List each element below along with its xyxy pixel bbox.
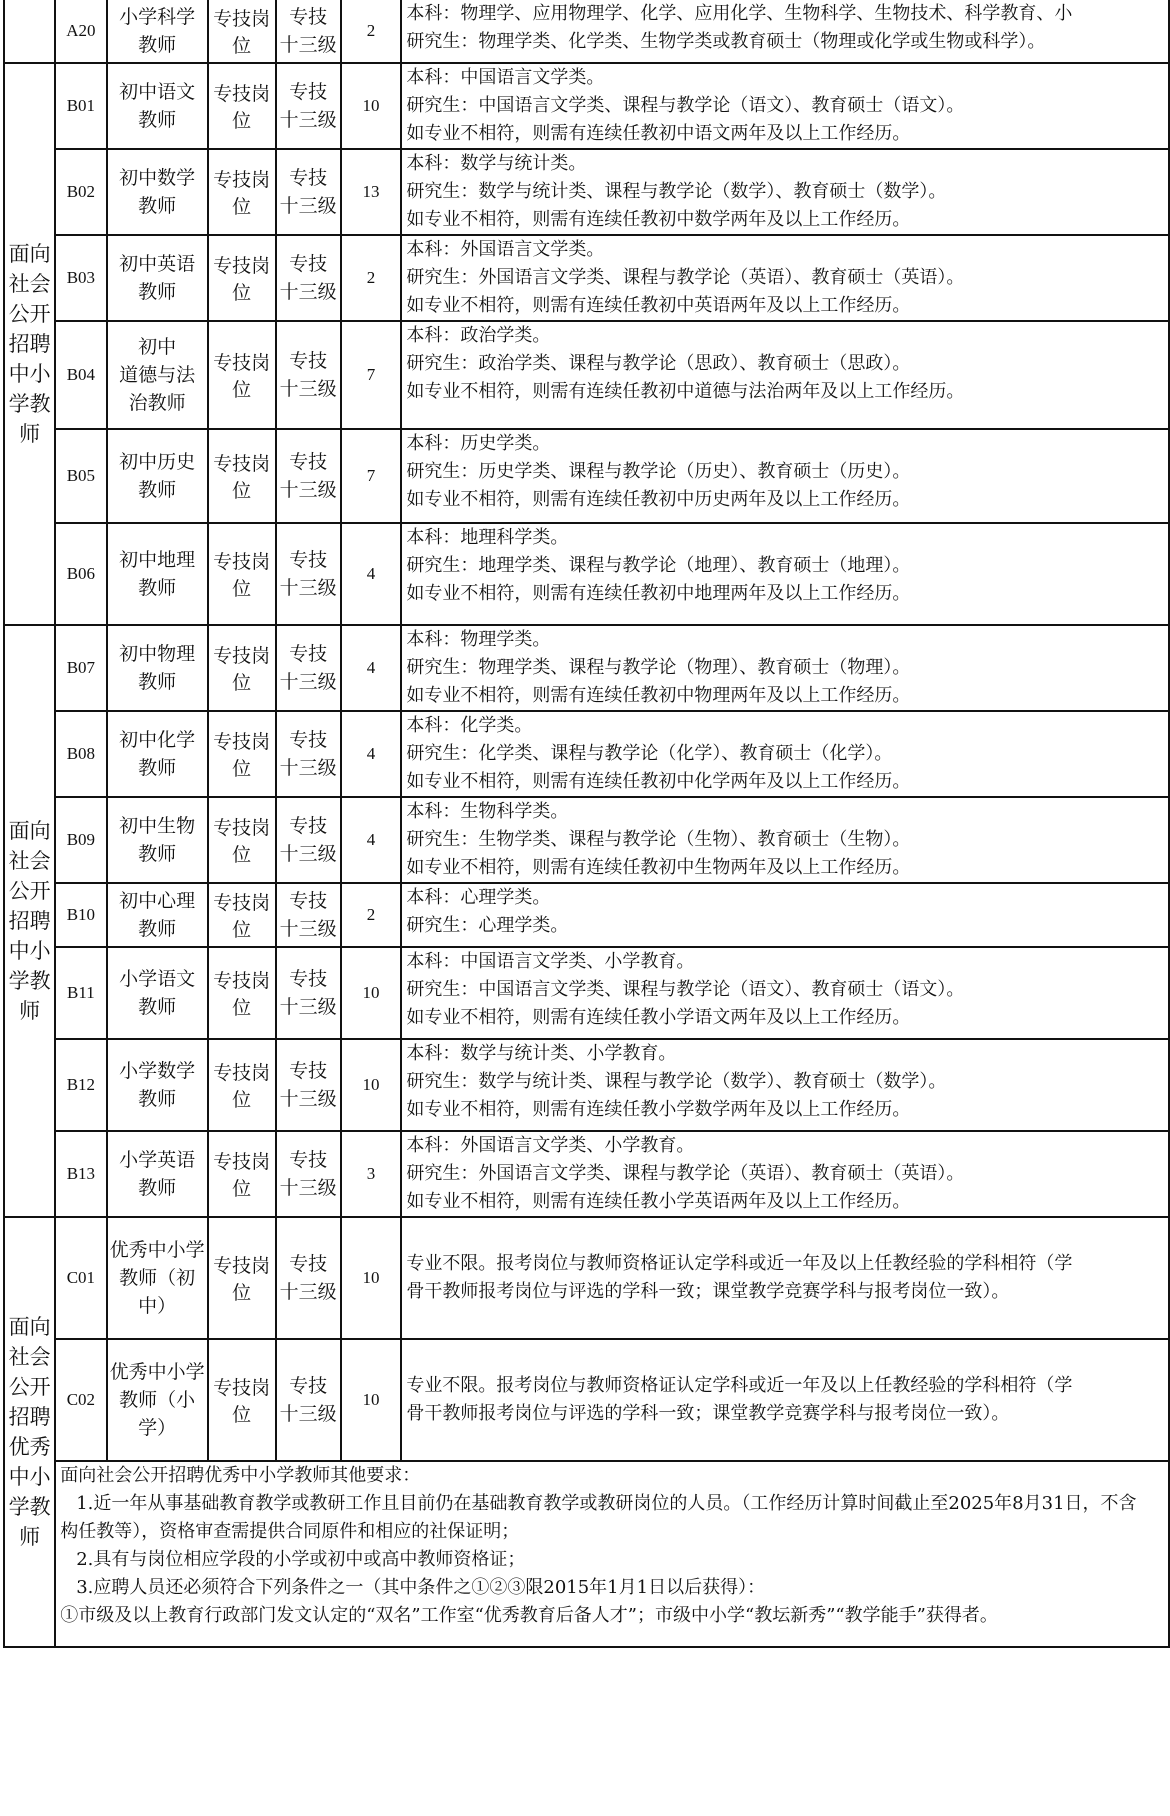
text-line: 初中物理 [119,643,196,665]
position-type: 专技岗位 [208,321,276,429]
text-line: 如专业不相符，则需有连续任教小学语文两年及以上工作经历。 [406,1007,911,1028]
table-row [4,711,1169,797]
position-level [276,1131,341,1217]
text-line: 研究生：数学与统计类、课程与教学论（数学）、教育硕士（数学）。 [406,181,947,202]
text-line: 研究生：中国语言文学类、课程与教学论（语文）、教育硕士（语文）。 [406,979,965,1000]
position-type: 专技岗位 [208,711,276,797]
text-line: 本科：政治学类。 [406,325,551,346]
requirements [401,625,1169,711]
text-line: 如专业不相符，则需有连续任教初中生物两年及以上工作经历。 [406,857,911,878]
position-name [107,1039,208,1131]
text-line: 研究生：化学类、课程与教学论（化学）、教育硕士（化学）。 [406,743,893,764]
text-line: 小学英语 [119,1149,196,1171]
group-cell [4,625,55,1217]
text-line: 中小 [8,1465,51,1489]
hiring-count: 4 [341,797,402,883]
text-line: 教师 [138,996,177,1018]
text-line: 初中生物 [119,815,196,837]
text-line: 本科：外国语言文学类。 [406,239,605,260]
position-name [107,235,208,321]
hiring-count: 7 [341,321,402,429]
hiring-count: 4 [341,625,402,711]
position-level [276,523,341,625]
text-line: 十三级 [279,996,337,1018]
text-line: 专技 [289,451,328,473]
text-line: 优秀中小学 [109,1239,205,1261]
text-line: 师 [19,1525,41,1549]
text-line: 教师 [138,479,177,501]
position-type: 专技岗位 [208,797,276,883]
position-type: 专技岗位 [208,1217,276,1339]
text-line: 十三级 [279,195,337,217]
text-line: 本科：地理科学类。 [406,527,569,548]
hiring-count: 10 [341,1039,402,1131]
text-line: 如专业不相符，则需有连续任教初中物理两年及以上工作经历。 [406,685,911,706]
text-line: 专技 [289,643,328,665]
hiring-count: 4 [341,523,402,625]
group-cell [4,63,55,625]
requirements [401,1339,1169,1461]
text-line: 教师 [138,195,177,217]
text-line: 专技 [289,81,328,103]
text-line: 本科：数学与统计类。 [406,153,587,174]
position-name [107,711,208,797]
text-line: 如专业不相符，则需有连续任教小学英语两年及以上工作经历。 [406,1191,911,1212]
group-cell [4,1217,55,1647]
position-name [107,429,208,523]
position-code: B08 [55,711,106,797]
text-line: 本科：生物科学类。 [406,801,569,822]
text-line: 中小 [8,362,51,386]
hiring-count: 4 [341,711,402,797]
table-row [4,625,1169,711]
text-line: 专技 [289,729,328,751]
notes-line: ①市级及以上教育行政部门发文认定的“双名”工作室“优秀教育后备人才”；市级中小学“教坛新秀”“教学能手”获得者。 [60,1605,998,1626]
position-code: B07 [55,625,106,711]
text-line: 初中化学 [119,729,196,751]
text-line: 面向 [8,242,51,266]
position-name [107,1217,208,1339]
position-code: B02 [55,149,106,235]
hiring-count: 2 [341,235,402,321]
text-line: 研究生：数学与统计类、课程与教学论（数学）、教育硕士（数学）。 [406,1071,947,1092]
text-line: 初中数学 [119,167,196,189]
text-line: 如专业不相符，则需有连续任教初中数学两年及以上工作经历。 [406,209,911,230]
position-name [107,1131,208,1217]
text-line: 初中 [138,336,177,358]
text-line: 专技 [289,167,328,189]
text-line: 十三级 [279,918,337,940]
text-line: 如专业不相符，则需有连续任教初中历史两年及以上工作经历。 [406,489,911,510]
text-line: 研究生：生物学类、课程与教学论（生物）、教育硕士（生物）。 [406,829,911,850]
text-line: 研究生：外国语言文学类、课程与教学论（英语）、教育硕士（英语）。 [406,1163,965,1184]
text-line: 小学数学 [119,1060,196,1082]
text-line: 专技 [289,253,328,275]
position-name [107,0,208,63]
text-line: 学教 [8,392,51,416]
position-type: 专技岗位 [208,235,276,321]
position-name [107,1339,208,1461]
text-line: 初中心理 [119,890,196,912]
position-type: 专技岗位 [208,1339,276,1461]
hiring-count: 3 [341,1131,402,1217]
text-line: 社会 [8,849,51,873]
position-code: B10 [55,883,106,947]
requirements [401,429,1169,523]
text-line: 教师 [138,843,177,865]
text-line: 招聘 [8,909,51,933]
text-line: 十三级 [279,479,337,501]
text-line: 公开 [8,879,51,903]
text-line: 面向 [8,1315,51,1339]
text-line: 十三级 [279,1403,337,1425]
text-line: 如专业不相符，则需有连续任教初中化学两年及以上工作经历。 [406,771,911,792]
position-type: 专技岗位 [208,947,276,1039]
text-line: 如专业不相符，则需有连续任教初中英语两年及以上工作经历。 [406,295,911,316]
text-line: 中） [138,1295,177,1317]
text-line: 本科：化学类。 [406,715,533,736]
position-type: 专技岗位 [208,1039,276,1131]
text-line: 本科：物理学、应用物理学、化学、应用化学、生物科学、生物技术、科学教育、小 [406,3,1073,24]
text-line: 十三级 [279,1088,337,1110]
requirements [401,711,1169,797]
position-name [107,947,208,1039]
text-line: 十三级 [279,281,337,303]
text-line: 骨干教师报考岗位与评选的学科一致；课堂教学竞赛学科与报考岗位一致）。 [406,1281,1010,1302]
position-code: B04 [55,321,106,429]
text-line: 道德与法 [119,364,196,386]
position-level [276,797,341,883]
position-level [276,711,341,797]
text-line: 专技 [289,890,328,912]
text-line: 专技 [289,1149,328,1171]
position-type: 专技岗位 [208,625,276,711]
position-level [276,429,341,523]
text-line: 十三级 [279,843,337,865]
position-code: C02 [55,1339,106,1461]
text-line: 专技 [289,968,328,990]
position-code: B11 [55,947,106,1039]
hiring-count: 13 [341,149,402,235]
text-line: 十三级 [279,671,337,693]
notes-line: 2.具有与岗位相应学段的小学或初中或高中教师资格证； [76,1549,526,1570]
text-line: 招聘 [8,332,51,356]
table-row [4,1217,1169,1339]
position-code: B05 [55,429,106,523]
position-type: 专技岗位 [208,1131,276,1217]
text-line: 小学科学 [119,6,196,28]
other-requirements [55,1461,1169,1647]
requirements [401,1039,1169,1131]
position-code: B09 [55,797,106,883]
text-line: 本科：中国语言文学类、小学教育。 [406,951,695,972]
table-row [4,1131,1169,1217]
text-line: 教师 [138,34,177,56]
text-line: 学教 [8,969,51,993]
text-line: 教师 [138,281,177,303]
recruitment-table [3,0,1170,1648]
requirements [401,797,1169,883]
text-line: 学教 [8,1495,51,1519]
position-level [276,0,341,63]
notes-line: 1.近一年从事基础教育教学或教研工作且目前仍在基础教育教学或教研岗位的人员。（工作经历计算时间截止至2025年8月31日，不含 [76,1493,1137,1514]
position-code: B06 [55,523,106,625]
text-line: 本科：中国语言文学类。 [406,67,605,88]
text-line: 公开 [8,302,51,326]
text-line: 社会 [8,1345,51,1369]
text-line: 招聘 [8,1405,51,1429]
text-line: 十三级 [279,577,337,599]
table-row [4,797,1169,883]
text-line: 教师（小 [119,1389,196,1411]
text-line: 专业不限。报考岗位与教师资格证认定学科或近一年及以上任教经验的学科相符（学 [406,1253,1073,1274]
text-line: 教师 [138,109,177,131]
text-line: 如专业不相符，则需有连续任教初中地理两年及以上工作经历。 [406,583,911,604]
text-line: 本科：心理学类。 [406,887,551,908]
text-line: 专技 [289,1375,328,1397]
text-line: 教师 [138,1088,177,1110]
text-line: 教师 [138,918,177,940]
text-line: 十三级 [279,1177,337,1199]
position-level [276,321,341,429]
text-line: 专技 [289,815,328,837]
text-line: 本科：外国语言文学类、小学教育。 [406,1135,695,1156]
text-line: 初中地理 [119,549,196,571]
requirements [401,1217,1169,1339]
text-line: 研究生：物理学类、课程与教学论（物理）、教育硕士（物理）。 [406,657,911,678]
position-code: C01 [55,1217,106,1339]
position-code: B01 [55,63,106,149]
text-line: 十三级 [279,1281,337,1303]
requirements [401,149,1169,235]
text-line: 教师 [138,1177,177,1199]
position-code: A20 [55,0,106,63]
text-line: 本科：历史学类。 [406,433,551,454]
hiring-count: 7 [341,429,402,523]
position-code: B03 [55,235,106,321]
table-row [4,63,1169,149]
position-code: B12 [55,1039,106,1131]
notes-line: 构任教等），资格审查需提供合同原件和相应的社保证明； [60,1521,520,1542]
table-row [4,947,1169,1039]
position-name [107,149,208,235]
text-line: 专技 [289,1253,328,1275]
position-level [276,883,341,947]
position-type: 专技岗位 [208,0,276,63]
position-name [107,625,208,711]
requirements [401,321,1169,429]
text-line: 教师 [138,577,177,599]
table-row [4,149,1169,235]
text-line: 专业不限。报考岗位与教师资格证认定学科或近一年及以上任教经验的学科相符（学 [406,1375,1073,1396]
text-line: 初中语文 [119,81,196,103]
position-type: 专技岗位 [208,63,276,149]
text-line: 社会 [8,272,51,296]
position-name [107,321,208,429]
table-row [4,1039,1169,1131]
text-line: 专技 [289,549,328,571]
position-name [107,523,208,625]
text-line: 研究生：物理学类、化学类、生物学类或教育硕士（物理或化学或生物或科学）。 [406,31,1046,52]
position-name [107,883,208,947]
position-level [276,947,341,1039]
requirements [401,1131,1169,1217]
text-line: 教师 [138,757,177,779]
text-line: 如专业不相符，则需有连续任教初中道德与法治两年及以上工作经历。 [406,381,965,402]
hiring-count: 10 [341,1217,402,1339]
table-row [4,523,1169,625]
text-line: 初中英语 [119,253,196,275]
text-line: 研究生：外国语言文学类、课程与教学论（英语）、教育硕士（英语）。 [406,267,965,288]
position-level [276,625,341,711]
text-line: 十三级 [279,109,337,131]
text-line: 小学语文 [119,968,196,990]
hiring-count: 2 [341,883,402,947]
position-type: 专技岗位 [208,523,276,625]
text-line: 初中历史 [119,451,196,473]
notes-row [4,1461,1169,1647]
text-line: 本科：物理学类。 [406,629,551,650]
position-level [276,1339,341,1461]
text-line: 师 [19,422,41,446]
text-line: 教师 [138,671,177,693]
text-line: 研究生：中国语言文学类、课程与教学论（语文）、教育硕士（语文）。 [406,95,965,116]
text-line: 学） [138,1417,177,1439]
text-line: 优秀 [8,1435,51,1459]
position-level [276,63,341,149]
requirements [401,63,1169,149]
text-line: 研究生：地理学类、课程与教学论（地理）、教育硕士（地理）。 [406,555,911,576]
hiring-count: 10 [341,63,402,149]
position-type: 专技岗位 [208,883,276,947]
position-type: 专技岗位 [208,149,276,235]
text-line: 专技 [289,1060,328,1082]
requirements [401,947,1169,1039]
table-row [4,883,1169,947]
text-line: 公开 [8,1375,51,1399]
group-cell [4,0,55,63]
requirements [401,883,1169,947]
text-line: 中小 [8,939,51,963]
position-level [276,1217,341,1339]
table-row [4,321,1169,429]
text-line: 十三级 [279,378,337,400]
requirements [401,235,1169,321]
text-line: 教师（初 [119,1267,196,1289]
text-line: 十三级 [279,34,337,56]
text-line: 专技 [289,350,328,372]
position-level [276,149,341,235]
text-line: 如专业不相符，则需有连续任教小学数学两年及以上工作经历。 [406,1099,911,1120]
table-row [4,235,1169,321]
position-level [276,235,341,321]
requirements [401,523,1169,625]
text-line: 如专业不相符，则需有连续任教初中语文两年及以上工作经历。 [406,123,911,144]
hiring-count: 10 [341,947,402,1039]
text-line: 研究生：心理学类。 [406,915,569,936]
text-line: 研究生：政治学类、课程与教学论（思政）、教育硕士（思政）。 [406,353,911,374]
hiring-count: 10 [341,1339,402,1461]
requirements [401,0,1169,63]
position-type: 专技岗位 [208,429,276,523]
position-code: B13 [55,1131,106,1217]
table-row [4,429,1169,523]
hiring-count: 2 [341,0,402,63]
table-row [4,1339,1169,1461]
position-name [107,63,208,149]
text-line: 十三级 [279,757,337,779]
text-line: 本科：数学与统计类、小学教育。 [406,1043,677,1064]
text-line: 师 [19,999,41,1023]
text-line: 优秀中小学 [109,1361,205,1383]
text-line: 面向 [8,819,51,843]
position-name [107,797,208,883]
position-level [276,1039,341,1131]
text-line: 骨干教师报考岗位与评选的学科一致；课堂教学竞赛学科与报考岗位一致）。 [406,1403,1010,1424]
text-line: 治教师 [128,392,186,414]
text-line: 研究生：历史学类、课程与教学论（历史）、教育硕士（历史）。 [406,461,911,482]
table-row [4,0,1169,63]
notes-title: 面向社会公开招聘优秀中小学教师其他要求： [60,1465,421,1486]
text-line: 专技 [289,6,328,28]
notes-line: 3.应聘人员还必须符合下列条件之一（其中条件之①②③限2015年1月1日以后获得）： [76,1577,766,1598]
